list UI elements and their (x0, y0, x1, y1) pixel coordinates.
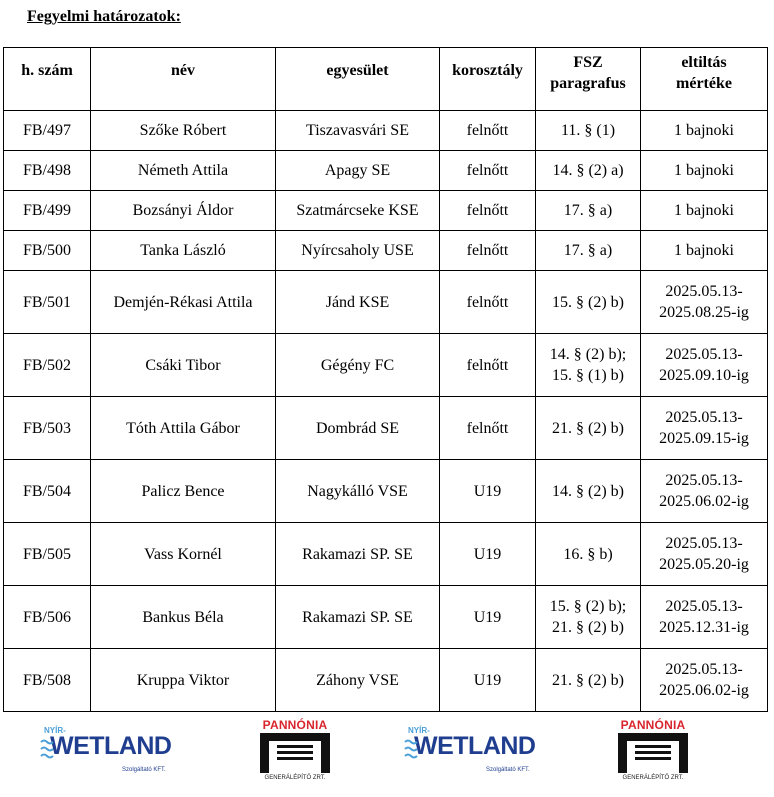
cell-name (91, 460, 276, 523)
cell-club (276, 586, 440, 649)
cell-name-text: Vass Kornél (144, 545, 222, 563)
cell-suspension (641, 191, 768, 231)
cell-suspension-text: 2025.05.13- (665, 535, 743, 552)
cell-age-group (440, 151, 536, 191)
cell-club-text: Szatmárcseke KSE (296, 202, 419, 219)
wetland-main-text: WETLAND (414, 732, 536, 760)
sponsor-logos (0, 714, 774, 797)
cell-club-text: Rakamazi SP. SE (302, 608, 413, 626)
cell-case-number-text: FB/500 (22, 242, 71, 259)
cell-case-number-text: FB/505 (22, 545, 71, 563)
cell-club-text: Tiszavasvári SE (306, 122, 409, 139)
table-row (4, 271, 768, 334)
cell-fsz-paragraph-text: 21. § (2) b) (552, 671, 624, 689)
cell-club-text: Gégény FC (320, 356, 395, 374)
cell-club (276, 271, 440, 334)
cell-club (276, 460, 440, 523)
header-fsz-paragraph (536, 48, 641, 111)
cell-suspension-text: 1 bajnoki (674, 122, 734, 139)
header-suspension-line1: eltiltás (681, 54, 727, 71)
cell-age-group (440, 231, 536, 271)
pannonia-title-text: PANNÓNIA (262, 718, 328, 732)
cell-case-number-text: FB/503 (22, 419, 71, 437)
cell-suspension-text: 2025.05.13- (665, 598, 743, 615)
wave-icon (404, 738, 418, 760)
cell-suspension (641, 334, 768, 397)
cell-club-text: Nyírcsaholy USE (301, 242, 414, 259)
cell-club-text: Jánd KSE (325, 293, 390, 311)
cell-club (276, 334, 440, 397)
cell-suspension-text: 2025.05.20-ig (659, 556, 749, 573)
cell-name (91, 649, 276, 712)
cell-suspension-text: 2025.12.31-ig (659, 619, 749, 636)
cell-fsz-paragraph (536, 334, 641, 397)
cell-age-group-text: U19 (473, 671, 502, 689)
cell-suspension-text: 2025.05.13- (665, 472, 743, 489)
cell-case-number (4, 460, 91, 523)
cell-fsz-paragraph-text: 14. § (2) b); (549, 346, 627, 363)
cell-fsz-paragraph-text: 15. § (2) b) (552, 293, 624, 311)
cell-suspension (641, 523, 768, 586)
cell-case-number (4, 271, 91, 334)
cell-age-group-text: felnőtt (466, 202, 509, 219)
cell-club (276, 231, 440, 271)
cell-name-text: Palicz Bence (141, 482, 225, 500)
table-row (4, 586, 768, 649)
wetland-sub-text: Szolgáltató KFT. (486, 767, 530, 773)
cell-age-group (440, 271, 536, 334)
cell-fsz-paragraph (536, 397, 641, 460)
cell-suspension-text: 2025.05.13- (665, 283, 743, 300)
cell-name (91, 397, 276, 460)
cell-club (276, 191, 440, 231)
cell-name (91, 111, 276, 151)
cell-suspension (641, 649, 768, 712)
cell-case-number-text: FB/497 (22, 122, 71, 139)
cell-suspension (641, 460, 768, 523)
cell-age-group (440, 334, 536, 397)
cell-fsz-paragraph-text: 21. § (2) b) (552, 619, 624, 636)
cell-club (276, 151, 440, 191)
cell-suspension-text: 2025.05.13- (665, 661, 743, 678)
cell-case-number-text: FB/506 (22, 608, 71, 626)
cell-age-group-text: felnőtt (466, 242, 509, 259)
cell-age-group-text: felnőtt (466, 122, 509, 139)
cell-age-group (440, 523, 536, 586)
cell-club (276, 397, 440, 460)
cell-age-group-text: U19 (473, 545, 502, 563)
cell-fsz-paragraph-text: 15. § (2) b); (549, 598, 627, 615)
cell-age-group-text: felnőtt (466, 293, 509, 311)
cell-case-number-text: FB/498 (22, 162, 71, 179)
wetland-small-text: NYÍR- (44, 726, 66, 735)
cell-fsz-paragraph-text: 17. § a) (563, 202, 613, 219)
cell-suspension-text: 2025.05.13- (665, 346, 743, 363)
table-row (4, 523, 768, 586)
cell-case-number-text: FB/502 (22, 356, 71, 374)
cell-name-text: Szőke Róbert (139, 122, 227, 139)
cell-name (91, 271, 276, 334)
cell-age-group (440, 397, 536, 460)
cell-name (91, 191, 276, 231)
cell-age-group (440, 649, 536, 712)
wetland-logo-1 (40, 726, 182, 776)
cell-age-group-text: felnőtt (466, 419, 509, 437)
cell-case-number-text: FB/501 (22, 293, 71, 311)
cell-fsz-paragraph (536, 271, 641, 334)
cell-club-text: Dombrád SE (315, 419, 400, 437)
cell-fsz-paragraph-text: 15. § (1) b) (552, 367, 624, 384)
wetland-sub-text: Szolgáltató KFT. (122, 767, 166, 773)
table-header-row (4, 48, 768, 111)
wetland-logo-2 (404, 726, 546, 776)
pannonia-logo-2 (610, 718, 696, 784)
cell-fsz-paragraph (536, 111, 641, 151)
cell-age-group (440, 191, 536, 231)
cell-age-group (440, 111, 536, 151)
cell-fsz-paragraph (536, 191, 641, 231)
table-row (4, 111, 768, 151)
cell-fsz-paragraph-text: 16. § b) (563, 545, 613, 563)
wetland-small-text: NYÍR- (408, 726, 430, 735)
cell-fsz-paragraph (536, 151, 641, 191)
cell-age-group (440, 460, 536, 523)
cell-name-text: Csáki Tibor (145, 356, 221, 374)
cell-suspension (641, 271, 768, 334)
cell-fsz-paragraph (536, 231, 641, 271)
cell-fsz-paragraph-text: 17. § a) (563, 242, 613, 259)
cell-name (91, 151, 276, 191)
cell-club-text: Záhony VSE (316, 671, 399, 689)
cell-club (276, 111, 440, 151)
cell-club-text: Nagykálló VSE (307, 482, 408, 500)
cell-name-text: Bozsányi Áldor (132, 202, 234, 219)
cell-case-number (4, 151, 91, 191)
table-row (4, 231, 768, 271)
cell-case-number (4, 334, 91, 397)
header-age-group: korosztály (440, 48, 536, 111)
decisions-table (3, 47, 768, 712)
cell-case-number (4, 649, 91, 712)
cell-fsz-paragraph (536, 649, 641, 712)
cell-name (91, 231, 276, 271)
cell-case-number (4, 111, 91, 151)
pannonia-title-text: PANNÓNIA (620, 718, 686, 732)
cell-fsz-paragraph-text: 21. § (2) b) (552, 419, 624, 437)
cell-fsz-paragraph (536, 586, 641, 649)
cell-suspension-text: 2025.06.02-ig (659, 682, 749, 699)
wetland-main-text: WETLAND (50, 732, 172, 760)
cell-age-group (440, 586, 536, 649)
pannonia-sub-text: GENERÁLÉPÍTŐ ZRT. (264, 775, 326, 781)
cell-name-text: Kruppa Viktor (136, 671, 230, 689)
cell-case-number (4, 191, 91, 231)
cell-club-text: Rakamazi SP. SE (302, 545, 413, 563)
cell-case-number (4, 586, 91, 649)
cell-suspension (641, 111, 768, 151)
table-row (4, 460, 768, 523)
header-name: név (91, 48, 276, 111)
header-fsz-line2: paragrafus (550, 75, 626, 92)
cell-suspension-text: 2025.05.13- (665, 409, 743, 426)
cell-name-text: Tóth Attila Gábor (126, 419, 240, 437)
table-row (4, 334, 768, 397)
cell-name-text: Tanka László (140, 242, 226, 259)
table-row (4, 649, 768, 712)
cell-fsz-paragraph-text: 11. § (1) (560, 122, 616, 139)
cell-name-text: Németh Attila (137, 162, 229, 179)
page-title: Fegyelmi határozatok: (27, 8, 181, 25)
cell-case-number-text: FB/499 (22, 202, 71, 219)
cell-suspension-text: 1 bajnoki (674, 242, 734, 259)
cell-suspension (641, 151, 768, 191)
cell-suspension (641, 586, 768, 649)
cell-club (276, 649, 440, 712)
table-row (4, 151, 768, 191)
building-frame-icon (260, 733, 330, 773)
cell-case-number-text: FB/508 (22, 671, 71, 689)
cell-suspension (641, 397, 768, 460)
header-fsz-line1: FSZ (573, 54, 603, 71)
cell-fsz-paragraph (536, 460, 641, 523)
cell-fsz-paragraph (536, 523, 641, 586)
building-frame-icon (618, 733, 688, 773)
cell-name (91, 523, 276, 586)
cell-fsz-paragraph-text: 14. § (2) a) (552, 162, 624, 179)
header-case-number: h. szám (4, 48, 91, 111)
cell-club-text: Apagy SE (324, 162, 391, 179)
cell-name-text: Demjén-Rékasi Attila (113, 293, 253, 311)
cell-case-number (4, 523, 91, 586)
cell-suspension-text: 1 bajnoki (674, 162, 734, 179)
cell-club (276, 523, 440, 586)
header-suspension (641, 48, 768, 111)
pannonia-logo-1 (252, 718, 338, 784)
cell-case-number (4, 231, 91, 271)
cell-age-group-text: U19 (473, 608, 502, 626)
table-row (4, 397, 768, 460)
cell-age-group-text: U19 (473, 482, 502, 500)
cell-suspension-text: 2025.06.02-ig (659, 493, 749, 510)
cell-name (91, 586, 276, 649)
cell-name (91, 334, 276, 397)
cell-suspension-text: 1 bajnoki (674, 202, 734, 219)
table-row (4, 191, 768, 231)
cell-age-group-text: felnőtt (466, 162, 509, 179)
cell-suspension (641, 231, 768, 271)
header-suspension-line2: mértéke (676, 75, 732, 92)
pannonia-sub-text: GENERÁLÉPÍTŐ ZRT. (622, 775, 684, 781)
wave-icon (40, 738, 54, 760)
cell-name-text: Bankus Béla (142, 608, 224, 626)
cell-case-number (4, 397, 91, 460)
cell-case-number-text: FB/504 (22, 482, 71, 500)
header-club: egyesület (276, 48, 440, 111)
cell-suspension-text: 2025.08.25-ig (659, 304, 749, 321)
cell-fsz-paragraph-text: 14. § (2) b) (552, 482, 624, 500)
cell-suspension-text: 2025.09.10-ig (659, 367, 749, 384)
cell-age-group-text: felnőtt (466, 356, 509, 374)
cell-suspension-text: 2025.09.15-ig (659, 430, 749, 447)
